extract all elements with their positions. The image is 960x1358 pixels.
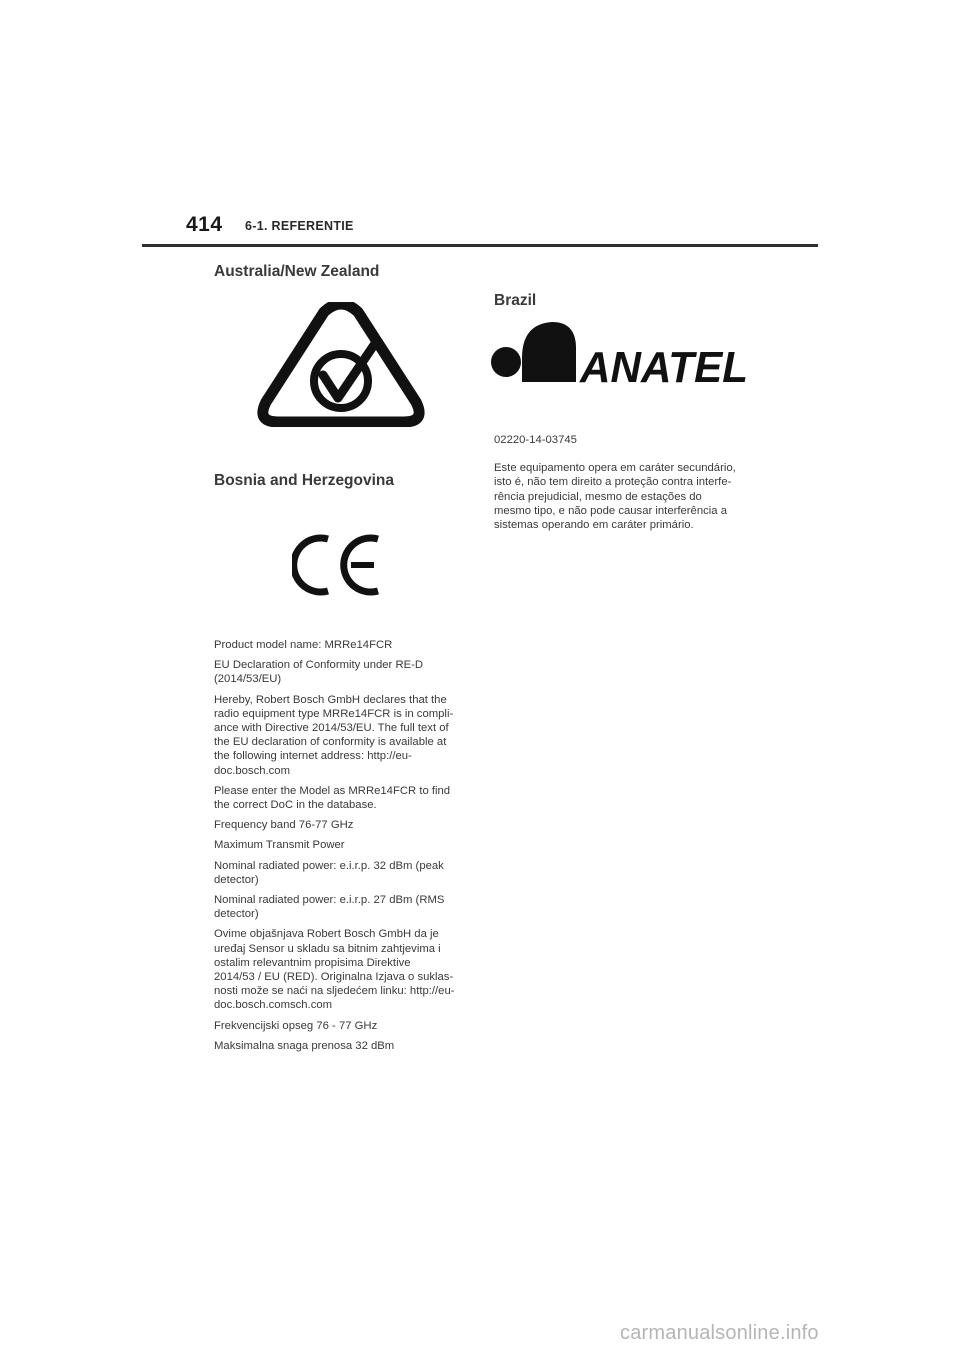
bosnia-paragraph: Nominal radiated power: e.i.r.p. 32 dBm (peak detector) xyxy=(214,859,444,886)
bosnia-paragraph: Please enter the Model as MRRe14FCR to find the correct DoC in the database. xyxy=(214,784,451,812)
anatel-logo-text: ANATEL xyxy=(579,343,748,386)
bosnia-paragraph: Nominal radiated power: e.i.r.p. 27 dBm (RMS detector) xyxy=(214,894,445,921)
bosnia-text-column xyxy=(214,638,466,1059)
brazil-paragraph: 02220-14-03745 xyxy=(494,434,577,446)
bosnia-paragraph: Maximum Transmit Power xyxy=(214,839,345,852)
brazil-paragraph: Este equipamento opera em caráter secundário, isto é, não tem direito a proteção contra interfe- rência prejudicial, mesmo de estações do mesmo tipo, e não pode causar interferência a sistemas operando em caráter primário. xyxy=(494,462,736,532)
ce-mark-icon xyxy=(292,532,384,598)
heading-australia-new-zealand: Australia/New Zealand xyxy=(214,263,380,280)
section-label: 6-1. REFERENTIE xyxy=(245,219,354,233)
heading-brazil: Brazil xyxy=(494,292,537,309)
watermark: carmanualsonline.info xyxy=(620,1322,819,1344)
bosnia-paragraph: Hereby, Robert Bosch GmbH declares that the radio equipment type MRRe14FCR is in compli- ance with Directive 2014/53/EU. The full text of the EU declaration of conformity is available at the following internet address: http://eu- doc.bosch.com xyxy=(214,693,454,777)
bosnia-paragraph: Product model name: MRRe14FCR xyxy=(214,639,393,651)
bosnia-paragraph: Frequency band 76-77 GHz xyxy=(214,819,354,832)
page-number: 414 xyxy=(186,213,223,236)
bosnia-paragraph: Ovime objašnjava Robert Bosch GmbH da je uređaj Sensor u skladu sa bitnim zahtjevima i ostalim relevantnim propisima Direktive 2014/53 / EU (RED). Originalna Izjava o suklas- nosti može se naći na sljedećem linku: http://eu- doc.bosch.comsch.com xyxy=(214,928,455,1012)
bosnia-paragraph: EU Declaration of Conformity under RE-D (2014/53/EU) xyxy=(214,659,424,686)
anatel-logo-icon xyxy=(490,318,750,386)
header-rule xyxy=(142,244,818,247)
bosnia-paragraph: Maksimalna snaga prenosa 32 dBm xyxy=(214,1039,395,1052)
bosnia-paragraph: Frekvencijski opseg 76 - 77 GHz xyxy=(214,1019,378,1032)
brazil-text-column xyxy=(494,433,750,538)
heading-bosnia-and-herzegovina: Bosnia and Herzegovina xyxy=(214,472,395,489)
rcm-mark-icon xyxy=(256,302,426,427)
